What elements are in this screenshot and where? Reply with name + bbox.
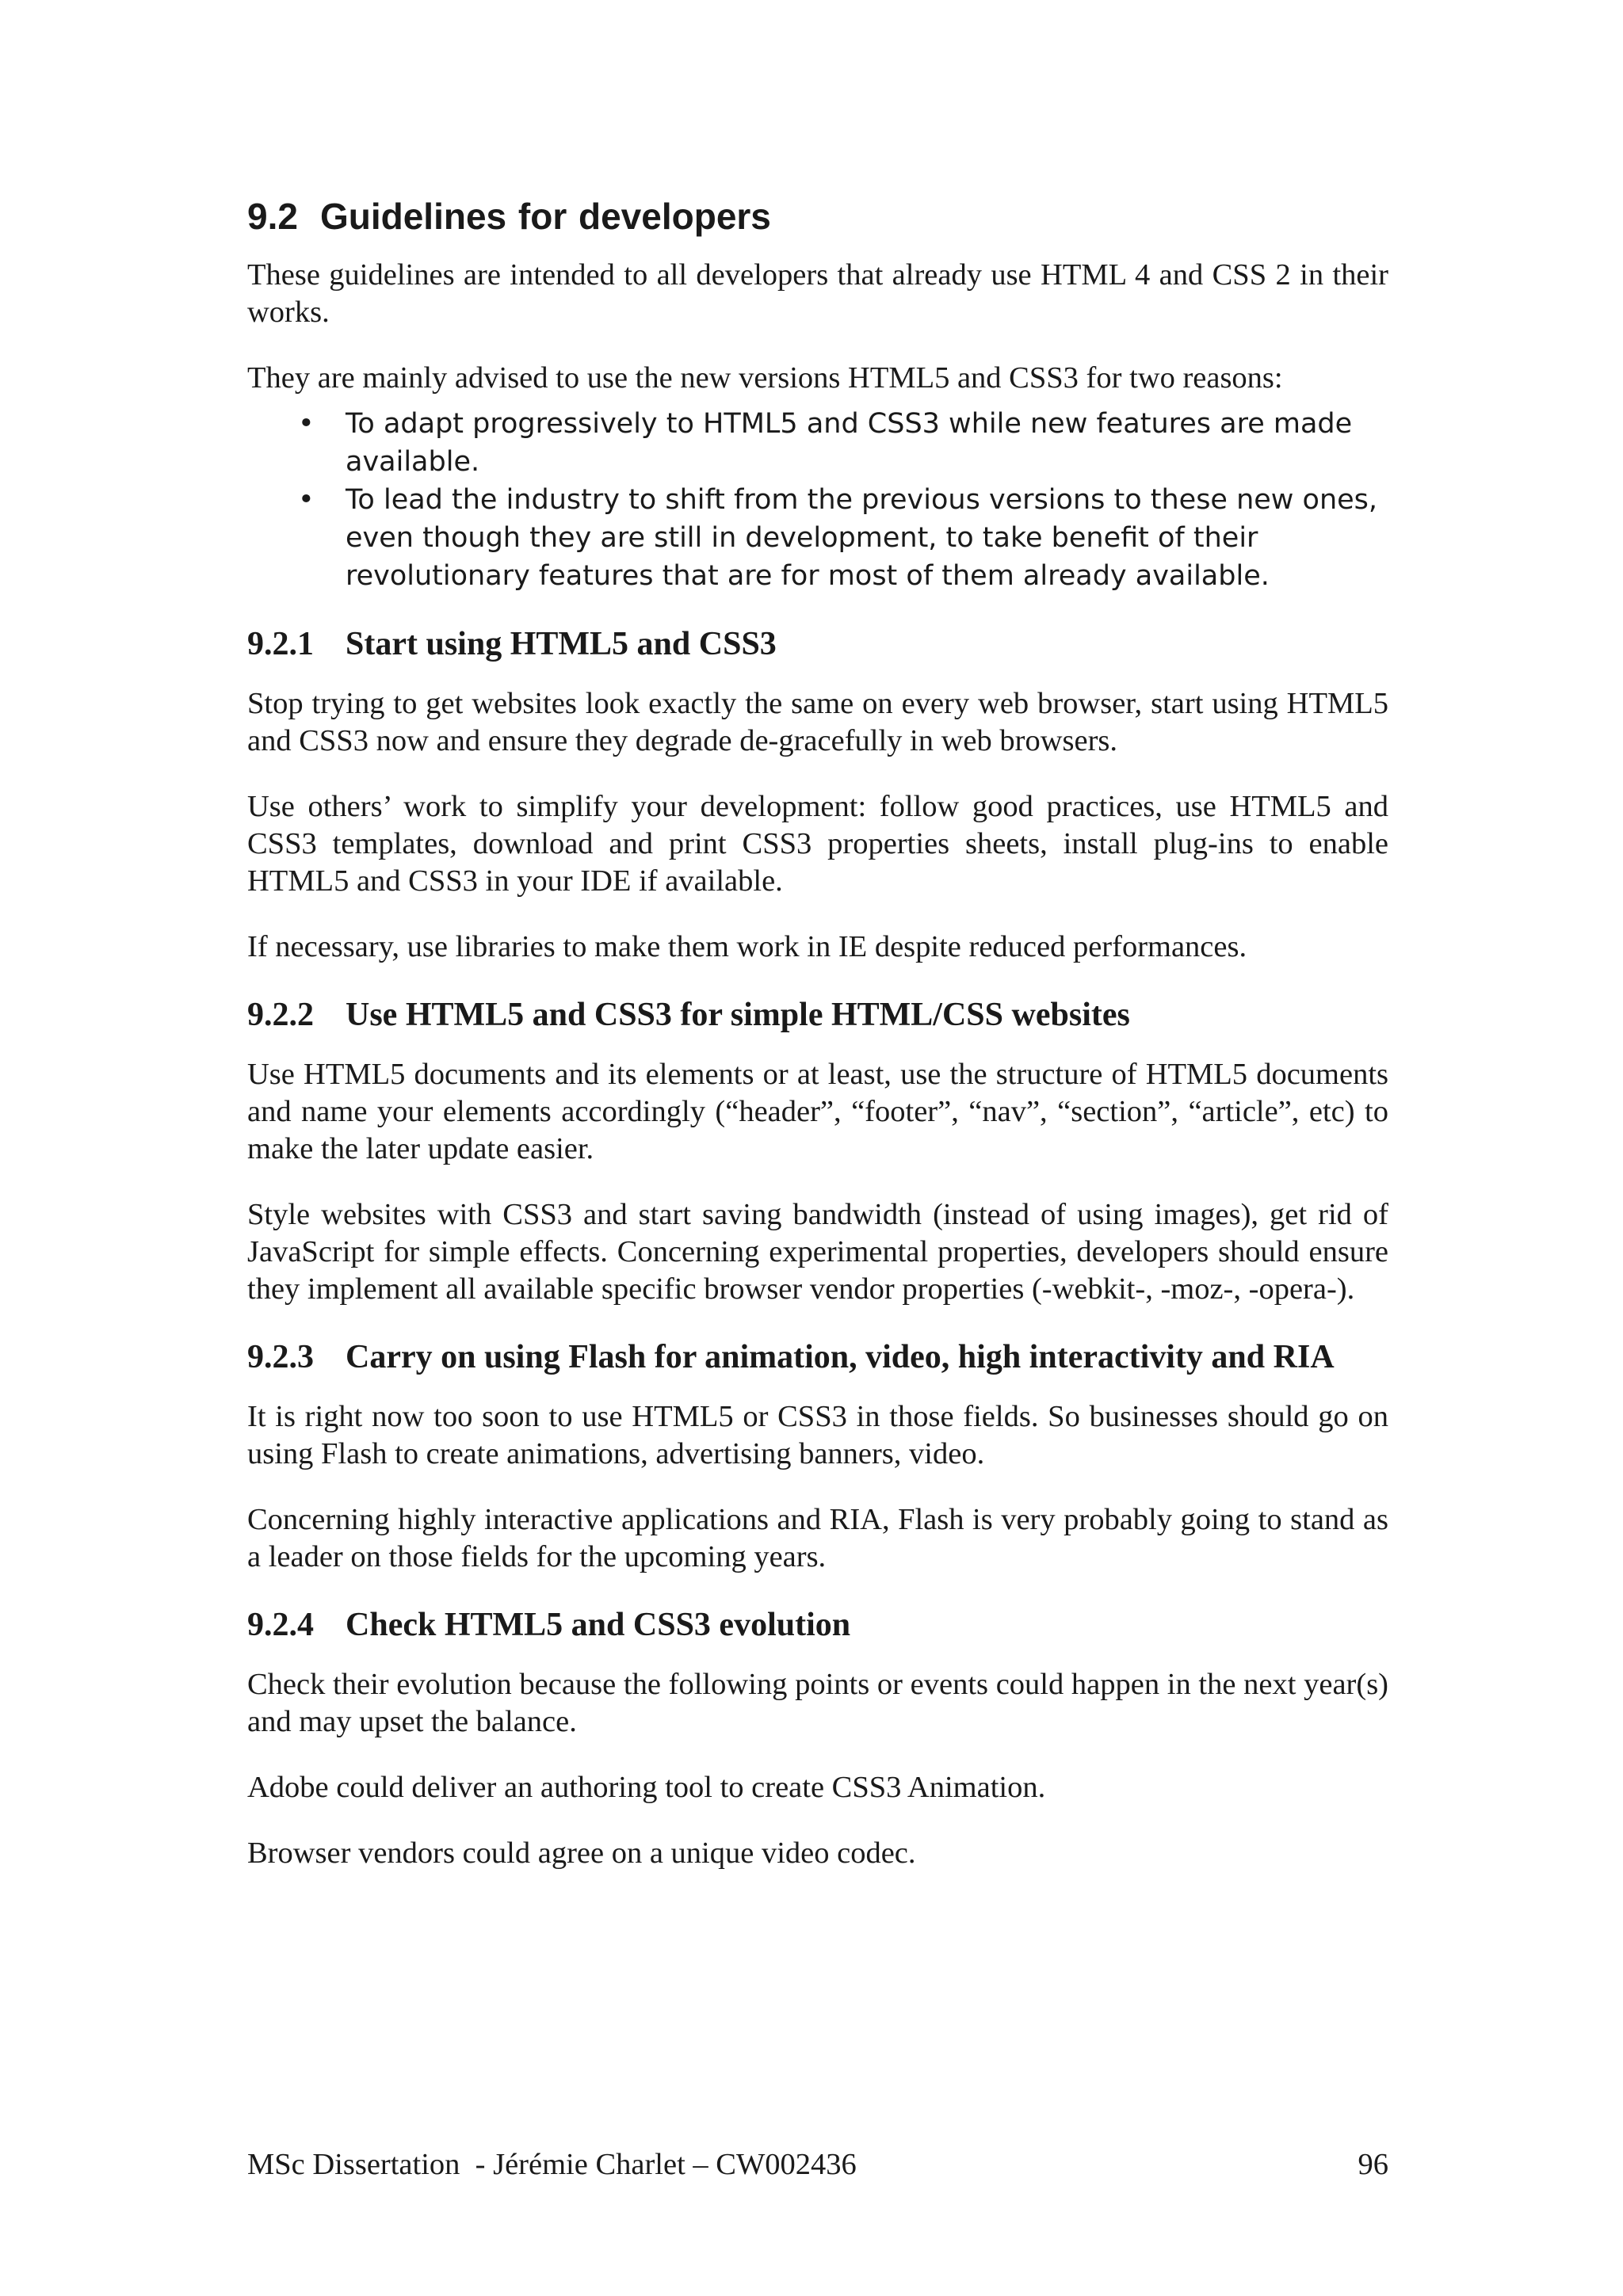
bullet-icon: •: [298, 408, 315, 440]
subsection-heading: [247, 1337, 1388, 1378]
subsection-title: Carry on using Flash for animation, video, high interactivity and RIA: [346, 1339, 1335, 1375]
list-item-text: To adapt progressively to HTML5 and CSS3 while new features are made available.: [346, 408, 1353, 478]
bullet-icon: •: [298, 484, 315, 516]
section-title: Guidelines for developers: [319, 196, 771, 237]
body-paragraph: Concerning highly interactive applications and RIA, Flash is very probably going to stand as a leader on those fields for the upcoming years.: [247, 1503, 1388, 1573]
subsection-number: 9.2.2: [247, 997, 314, 1033]
page-content: [247, 193, 1388, 1901]
subsection-title: Check HTML5 and CSS3 evolution: [346, 1607, 851, 1643]
body-paragraph: Style websites with CSS3 and start saving bandwidth (instead of using images), get rid of JavaScript for simple effects. Concerning experimental properties, developers should ensure they implement all available specific browser vendor properties (-webkit-, -moz-, -opera-).: [247, 1198, 1388, 1306]
subsection-heading: [247, 994, 1388, 1035]
footer-citation: MSc Dissertation - Jérémie Charlet – CW002436: [247, 2148, 857, 2181]
list-item: [298, 405, 1388, 481]
subsection-title: Start using HTML5 and CSS3: [346, 626, 777, 662]
subsection-number: 9.2.3: [247, 1339, 314, 1375]
body-paragraph: If necessary, use libraries to make them work in IE despite reduced performances.: [247, 930, 1247, 963]
subsection-heading: [247, 624, 1388, 665]
subsection-number: 9.2.1: [247, 626, 314, 662]
body-paragraph: Use others’ work to simplify your development: follow good practices, use HTML5 and CSS3 templates, download and print CSS3 properties sheets, install plug-ins to enable HTML5 and CSS3 in your IDE if available.: [247, 790, 1388, 898]
page-footer: [247, 2145, 1388, 2183]
subsection-number: 9.2.4: [247, 1607, 314, 1643]
body-paragraph: Check their evolution because the following points or events could happen in the next year(s) and may upset the balance.: [247, 1668, 1388, 1738]
body-paragraph: Browser vendors could agree on a unique video codec.: [247, 1836, 916, 1870]
subsection-title: Use HTML5 and CSS3 for simple HTML/CSS websites: [346, 997, 1130, 1033]
list-item: [298, 481, 1388, 595]
section-number: 9.2: [247, 196, 298, 237]
reasons-list: [247, 405, 1388, 595]
section-heading: [247, 193, 1388, 239]
section-intro-paragraph: These guidelines are intended to all developers that already use HTML 4 and CSS 2 in their works.: [247, 258, 1388, 329]
body-paragraph: Adobe could deliver an authoring tool to create CSS3 Animation.: [247, 1771, 1046, 1804]
body-paragraph: Stop trying to get websites look exactly the same on every web browser, start using HTML5 and CSS3 now and ensure they degrade de-gracefully in web browsers.: [247, 687, 1388, 757]
body-paragraph: It is right now too soon to use HTML5 or CSS3 in those fields. So businesses should go on using Flash to create animations, advertising banners, video.: [247, 1400, 1388, 1470]
page-number: 96: [1358, 2148, 1388, 2181]
list-item-text: To lead the industry to shift from the previous versions to these new ones, even though they are still in development, to take benefit of their revolutionary features that are for most of them already available.: [346, 484, 1378, 592]
body-paragraph: Use HTML5 documents and its elements or at least, use the structure of HTML5 documents and name your elements accordingly (“header”, “footer”, “nav”, “section”, “article”, etc) to make the later update easier.: [247, 1058, 1388, 1165]
section-intro-paragraph: They are mainly advised to use the new versions HTML5 and CSS3 for two reasons:: [247, 361, 1283, 395]
subsection-heading: [247, 1604, 1388, 1646]
